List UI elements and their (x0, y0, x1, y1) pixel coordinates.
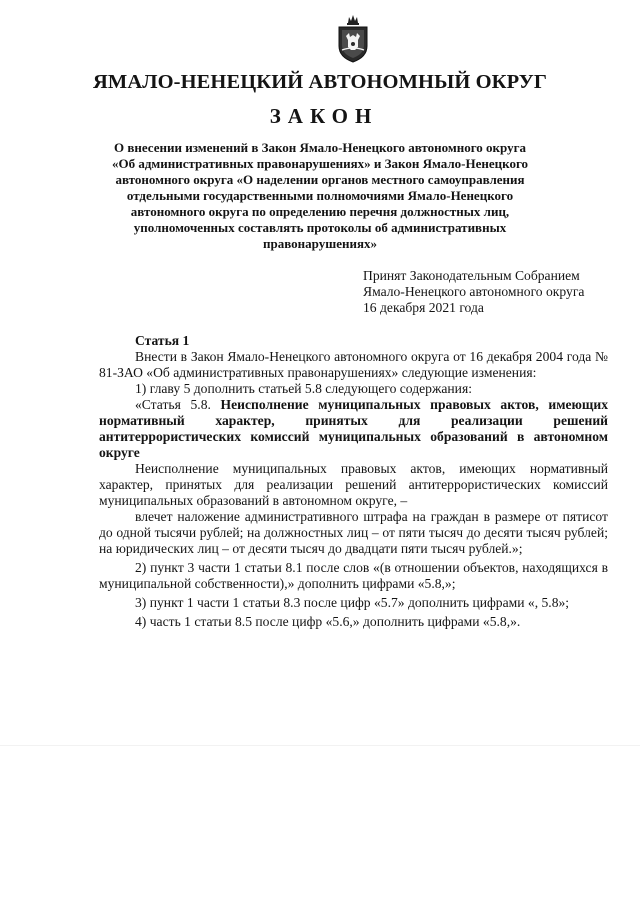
new-article-title: Неисполнение муниципальных правовых актов, имеющих нормативный характер, принятых для реализации решений антитеррористических комиссий муниципальных образований в автономном округе (99, 397, 608, 460)
new-article-prefix: «Статья 5.8. (135, 397, 211, 412)
amendment-item-1: 1) главу 5 дополнить статьей 5.8 следующего содержания: (135, 381, 472, 396)
law-title-line: О внесении изменений в Закон Ямало-Ненецкого автономного округа (113, 140, 526, 155)
law-title-line: «Об административных правонарушениях» и Закон Ямало-Ненецкого (111, 156, 529, 171)
region-title: ЯМАЛО-НЕНЕЦКИЙ АВТОНОМНЫЙ ОКРУГ (92, 71, 548, 93)
adoption-line: Принят Законодательным Собранием (363, 268, 580, 283)
adoption-date: 16 декабря 2021 года (363, 300, 484, 315)
law-title-line: правонарушениях» (263, 236, 377, 251)
amendment-item-4: 4) часть 1 статьи 8.5 после цифр «5.6,» дополнить цифрами «5.8,». (135, 614, 521, 629)
law-title-line: уполномоченных составлять протоколы об административных (133, 220, 507, 235)
amendment-item-2: 2) пункт 3 части 1 статьи 8.1 после слов «(в отношении объектов, находящихся в муниципальной собственности),» дополнить цифрами «5.8,»; (99, 560, 608, 591)
adoption-block (363, 268, 584, 316)
law-title-line: отдельными государственными полномочиями Ямало-Ненецкого (126, 188, 514, 203)
adoption-line: Ямало-Ненецкого автономного округа (363, 284, 585, 299)
new-article-heading (99, 397, 608, 461)
law-title-line: автономного округа по определению перечня должностных лиц, (130, 204, 510, 219)
article-body (99, 349, 608, 630)
amendment-item-3: 3) пункт 1 части 1 статьи 8.3 после цифр «5.7» дополнить цифрами «, 5.8»; (135, 595, 570, 610)
page-bottom-edge (0, 745, 640, 746)
article-sanction: влечет наложение административного штрафа на граждан в размере от пятисот до одной тысячи рублей; на должностных лиц – от пяти тысяч до десяти тысяч рублей; на юридических лиц – от десяти тысяч до двадцати пяти тысяч рублей.»; (99, 509, 608, 556)
document-type-heading: ЗАКОН (269, 104, 379, 128)
article-heading: Статья 1 (135, 333, 190, 348)
law-title (105, 140, 535, 252)
article-intro: Внести в Закон Ямало-Ненецкого автономного округа от 16 декабря 2004 года № 81-ЗАО «Об административных правонарушениях» следующие изменения: (99, 349, 608, 380)
law-title-line: автономного округа «О наделении органов местного самоуправления (115, 172, 525, 187)
article-disposition: Неисполнение муниципальных правовых актов, имеющих нормативный характер, принятых для реализации решений антитеррористических комиссий муниципальных образований в автономном округе, – (99, 461, 608, 508)
coat-of-arms-icon (336, 14, 370, 64)
